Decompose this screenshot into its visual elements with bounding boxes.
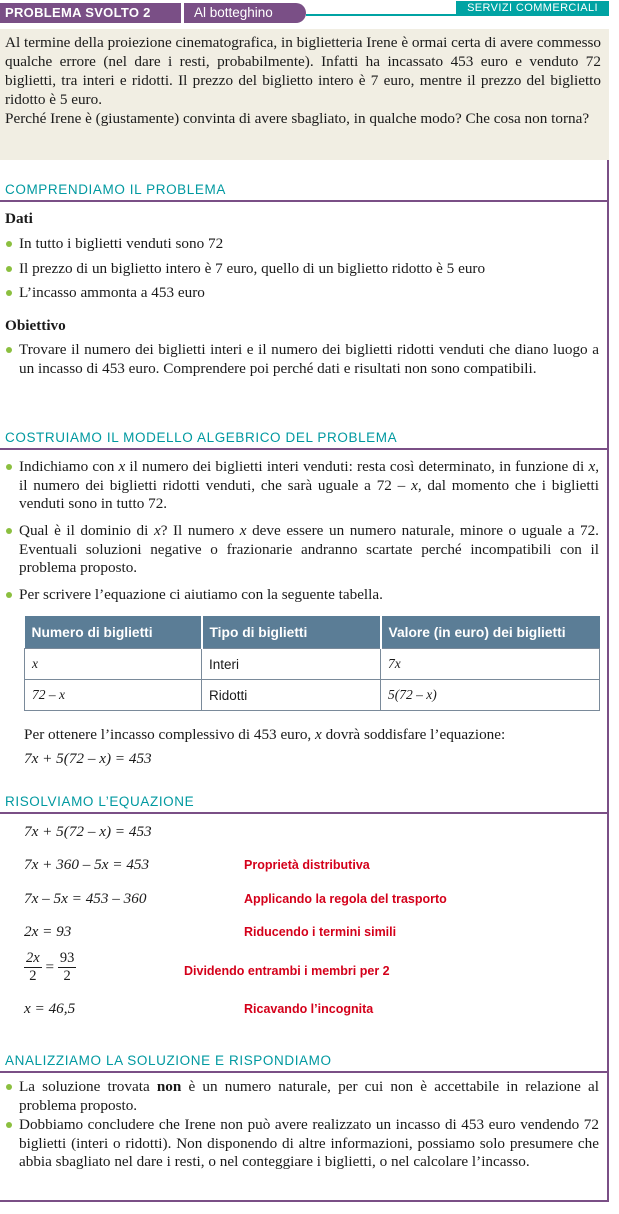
dati-item: In tutto i biglietti venduti sono 72 bbox=[5, 235, 599, 254]
modello-bullet-1: Indichiamo con x il numero dei biglietti interi venduti: resta così determinato, in funzione di x, il numero dei biglietti ridotti venduti, che sarà uguale a 72 – x, dal momento che i biglietti venduti sono in tutto 72. bbox=[5, 458, 599, 514]
dati-item: Il prezzo di un biglietto intero è 7 euro, quello di un biglietto ridotto è 5 euro bbox=[5, 260, 599, 279]
obiettivo-item: Trovare il numero dei biglietti interi e il numero dei biglietti ridotti venduti che diano luogo a un incasso di 453 euro. Comprendere poi perché dati e risultati non sono compatibili. bbox=[5, 341, 599, 378]
solve-step: 2x = 93 bbox=[24, 923, 72, 940]
section-divider bbox=[0, 448, 609, 450]
solve-step: 7x + 360 – 5x = 453 bbox=[24, 856, 150, 873]
table-header-row bbox=[25, 616, 600, 649]
table-header-cell: Valore (in euro) dei biglietti bbox=[381, 616, 600, 649]
table-cell: 72 – x bbox=[25, 680, 202, 711]
equation-intro: Per ottenere l’incasso complessivo di 453 euro, x dovrà soddisfare l’equazione: bbox=[24, 726, 506, 743]
step-note: Dividendo entrambi i membri per 2 bbox=[184, 964, 390, 978]
table-row bbox=[25, 649, 600, 680]
conclusion-bullet-1: La soluzione trovata non è un numero naturale, per cui non è accettabile in relazione al problema proposto. bbox=[5, 1078, 599, 1115]
problem-label: PROBLEMA SVOLTO 2 bbox=[0, 3, 181, 23]
table-cell: 5(72 – x) bbox=[381, 680, 600, 711]
table-row bbox=[25, 680, 600, 711]
step-note: Applicando la regola del trasporto bbox=[244, 892, 447, 906]
section-divider bbox=[0, 1071, 609, 1073]
modello-bullet-3: Per scrivere l’equazione ci aiutiamo con la seguente tabella. bbox=[5, 586, 599, 605]
problem-text-1: Al termine della proiezione cinematografica, in biglietteria Irene è ormai certa di avere commesso qualche errore (nel dare i resti, probabilmente). Infatti ha incassato 453 euro e venduto 72 biglietti, tra interi e ridotti. Il prezzo del biglietto intero è 7 euro, mentre il prezzo del biglietto ridotto è 5 euro. bbox=[5, 34, 601, 108]
problem-text-2: Perché Irene è (giustamente) convinta di avere sbagliato, in qualche modo? Che cosa non torna? bbox=[5, 110, 590, 127]
conclusion-bullet-2: Dobbiamo concludere che Irene non può avere realizzato un incasso di 453 euro vendendo 72 biglietti (interi o ridotti). Non disponendo di altre informazioni, possiamo solo presumere che abbia sbagliato nel dare i resti, o nel conteggiare i biglietti, o nel calcolare l’incasso. bbox=[5, 1116, 599, 1172]
section-title-risolviamo: RISOLVIAMO L’EQUAZIONE bbox=[5, 794, 195, 809]
category-tag: SERVIZI COMMERCIALI bbox=[456, 1, 609, 15]
header-bar bbox=[0, 0, 609, 24]
section-title-modello: COSTRUIAMO IL MODELLO ALGEBRICO DEL PROBLEMA bbox=[5, 430, 398, 445]
step-note: Ricavando l’incognita bbox=[244, 1002, 374, 1016]
ticket-table bbox=[24, 616, 600, 711]
fraction-left: $\frac{2x}{2}$ bbox=[26, 950, 40, 984]
solve-step-fraction: $\frac{2x}{2}$ = $\frac{93}{2}$ bbox=[26, 950, 75, 984]
table-cell: Interi bbox=[202, 649, 381, 680]
model-equation: 7x + 5(72 – x) = 453 bbox=[24, 750, 152, 767]
step-note: Riducendo i termini simili bbox=[244, 925, 397, 939]
problem-statement bbox=[0, 29, 609, 160]
solve-step: 7x – 5x = 453 – 360 bbox=[24, 890, 147, 907]
section-title-analizziamo: ANALIZZIAMO LA SOLUZIONE E RISPONDIAMO bbox=[5, 1053, 332, 1068]
table-cell: Ridotti bbox=[202, 680, 381, 711]
section-divider bbox=[0, 200, 609, 202]
solve-step: 7x + 5(72 – x) = 453 bbox=[24, 823, 152, 840]
fraction-right: $\frac{93}{2}$ bbox=[59, 950, 75, 984]
table-header-cell: Numero di biglietti bbox=[25, 616, 202, 649]
section-title-comprendiamo: COMPRENDIAMO IL PROBLEMA bbox=[5, 182, 226, 197]
table-cell: 7x bbox=[381, 649, 600, 680]
problem-subtitle: Al botteghino bbox=[181, 3, 306, 23]
obiettivo-heading: Obiettivo bbox=[5, 317, 66, 334]
table-header-cell: Tipo di biglietti bbox=[202, 616, 381, 649]
solve-step: x = 46,5 bbox=[24, 1000, 76, 1017]
dati-heading: Dati bbox=[5, 210, 33, 227]
section-divider bbox=[0, 812, 609, 814]
table-cell: x bbox=[25, 649, 202, 680]
modello-bullet-2: Qual è il dominio di x? Il numero x deve essere un numero naturale, minore o uguale a 72. Eventuali soluzioni negative o frazionarie andranno scartate perché incompatibili con il problema proposto. bbox=[5, 522, 599, 578]
dati-item: L’incasso ammonta a 453 euro bbox=[5, 284, 599, 303]
step-note: Proprietà distributiva bbox=[244, 858, 370, 872]
